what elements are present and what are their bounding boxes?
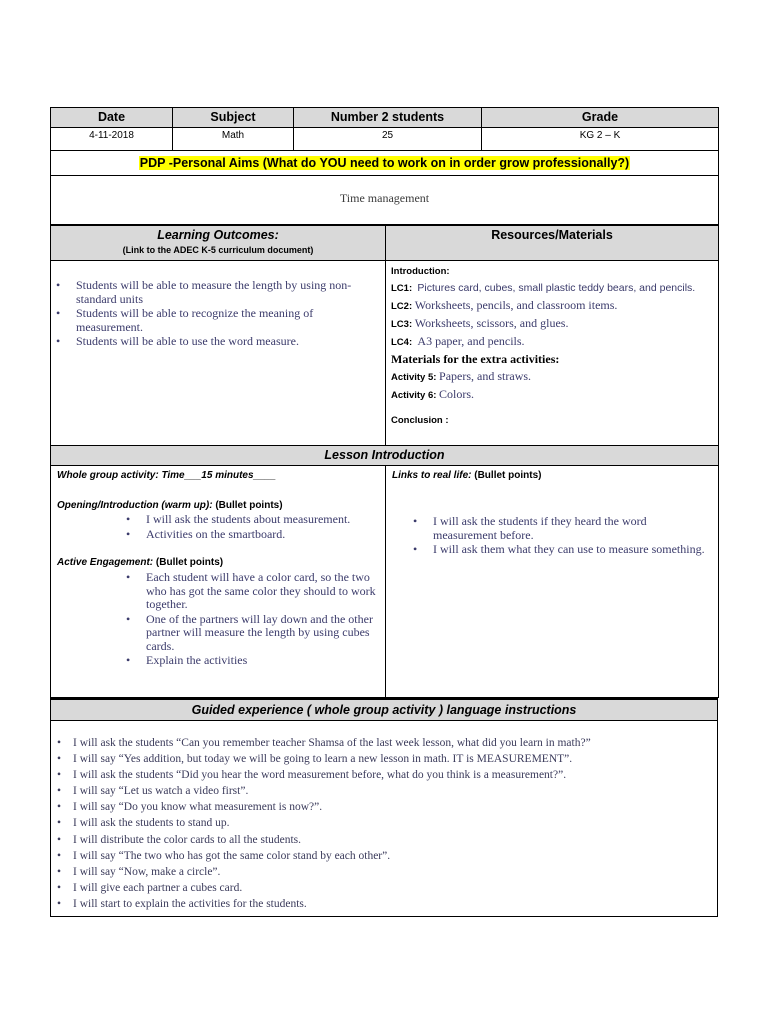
outcomes-header-row: [51, 226, 719, 261]
list-item: • I will say “Yes addition, but today we will be going to learn a new lesson in math. IT is MEASUREMENT”.: [51, 751, 717, 767]
list-item: • I will ask the students “Can you remember teacher Shamsa of the last week lesson, what did you learn in math?”: [51, 735, 717, 751]
lesson-introduction-title: Lesson Introduction: [51, 446, 719, 466]
lesson-intro-body-row: [51, 466, 719, 698]
subject-value: Math: [173, 128, 294, 151]
lesson-plan-sheet: [50, 107, 718, 917]
activity6-text: Colors.: [439, 387, 475, 401]
list-item: • I will ask the students about measurement.: [121, 513, 375, 527]
list-item: • Explain the activities: [121, 654, 377, 668]
lc3-text: Worksheets, scissors, and glues.: [414, 316, 569, 330]
resources-cell: [386, 261, 719, 446]
active-engagement-label: Active Engagement: (Bullet points): [57, 557, 224, 568]
lc4-text: A3 paper, and pencils.: [417, 334, 525, 348]
list-item: • I will say “The two who has got the same color stand by each other”.: [51, 848, 717, 864]
lesson-plan-table: [50, 107, 719, 225]
activity5-line: Activity 5: Papers, and straws.: [391, 369, 532, 383]
pdp-value-row: [51, 176, 719, 225]
resources-content: [386, 261, 718, 429]
list-item: • I will say “Let us watch a video first”.: [51, 783, 717, 799]
learning-outcomes-list: [51, 261, 385, 349]
activity6-line: Activity 6: Colors.: [391, 387, 475, 401]
learning-outcomes-subtitle: (Link to the ADEC K-5 curriculum document): [122, 245, 314, 255]
list-item: • I will start to explain the activities for the students.: [51, 896, 717, 912]
links-list: [386, 481, 718, 557]
list-item: • Each student will have a color card, so the two who has got the same color they should to work together.: [121, 571, 377, 612]
lc1-line: LC1: Pictures card, cubes, small plastic teddy bears, and pencils.: [391, 282, 696, 294]
guided-experience-section: [50, 698, 718, 917]
opening-label: Opening/Introduction (warm up): (Bullet points): [57, 500, 283, 511]
introduction-label: Introduction:: [391, 266, 450, 277]
header-row: [51, 108, 719, 128]
pdp-value: Time management: [51, 176, 719, 225]
list-item: • I will give each partner a cubes card.: [51, 880, 717, 896]
links-to-real-life-label: Links to real life: (Bullet points): [392, 470, 542, 481]
learning-outcomes-header: [51, 226, 386, 261]
list-item: • I will say “Do you know what measurement is now?”.: [51, 799, 717, 815]
list-item: • One of the partners will lay down and the other partner will measure the length by using cubes cards.: [121, 613, 377, 654]
engagement-list: [51, 568, 385, 668]
lc2-line: LC2: Worksheets, pencils, and classroom items.: [391, 298, 618, 312]
list-item: • Activities on the smartboard.: [121, 528, 375, 542]
opening-list: [51, 511, 385, 541]
list-item: • I will say “Now, make a circle”.: [51, 864, 717, 880]
list-item: • I will ask them what they can use to measure something.: [408, 543, 708, 557]
activity5-text: Papers, and straws.: [439, 369, 532, 383]
outcomes-table: [50, 225, 719, 698]
pdp-title: PDP -Personal Aims (What do YOU need to work on in order grow professionally?): [139, 156, 630, 170]
list-item: • I will distribute the color cards to all the students.: [51, 832, 717, 848]
list-item: • I will ask the students to stand up.: [51, 815, 717, 831]
date-header: Date: [51, 108, 173, 128]
grade-header: Grade: [482, 108, 719, 128]
learning-outcomes-cell: [51, 261, 386, 446]
outcomes-body-row: [51, 261, 719, 446]
resources-title: Resources/Materials: [491, 228, 613, 242]
whole-group-activity: Whole group activity: Time___15 minutes____: [57, 470, 276, 481]
list-item: • I will ask the students if they heard the word measurement before.: [408, 515, 708, 542]
extra-materials-label: Materials for the extra activities:: [391, 352, 560, 366]
students-header: Number 2 students: [294, 108, 482, 128]
guided-instructions-list: [51, 721, 717, 916]
lc1-text: Pictures card, cubes, small plastic teddy bears, and pencils.: [417, 282, 696, 294]
list-item: • I will ask the students “Did you hear the word measurement before, what do you think is a measurement?”.: [51, 767, 717, 783]
date-value: 4-11-2018: [51, 128, 173, 151]
learning-outcomes-title: Learning Outcomes:: [157, 228, 279, 242]
grade-value: KG 2 – K: [482, 128, 719, 151]
lesson-intro-band-row: [51, 446, 719, 466]
lc4-line: LC4: A3 paper, and pencils.: [391, 334, 525, 348]
subject-header: Subject: [173, 108, 294, 128]
conclusion-label: Conclusion :: [391, 415, 449, 426]
students-value: 25: [294, 128, 482, 151]
list-item: • Students will be able to recognize the meaning of measurement.: [51, 307, 375, 334]
lesson-intro-left-cell: [51, 466, 386, 698]
guided-experience-title: Guided experience ( whole group activity ) language instructions: [51, 698, 717, 721]
lc2-text: Worksheets, pencils, and classroom items.: [414, 298, 618, 312]
list-item: • Students will be able to measure the length by using non-standard units: [51, 279, 375, 306]
lc3-line: LC3: Worksheets, scissors, and glues.: [391, 316, 569, 330]
resources-header: [386, 226, 719, 261]
list-item: • Students will be able to use the word measure.: [51, 335, 375, 349]
values-row: [51, 128, 719, 151]
pdp-row: [51, 151, 719, 176]
lesson-intro-right-cell: [386, 466, 719, 698]
